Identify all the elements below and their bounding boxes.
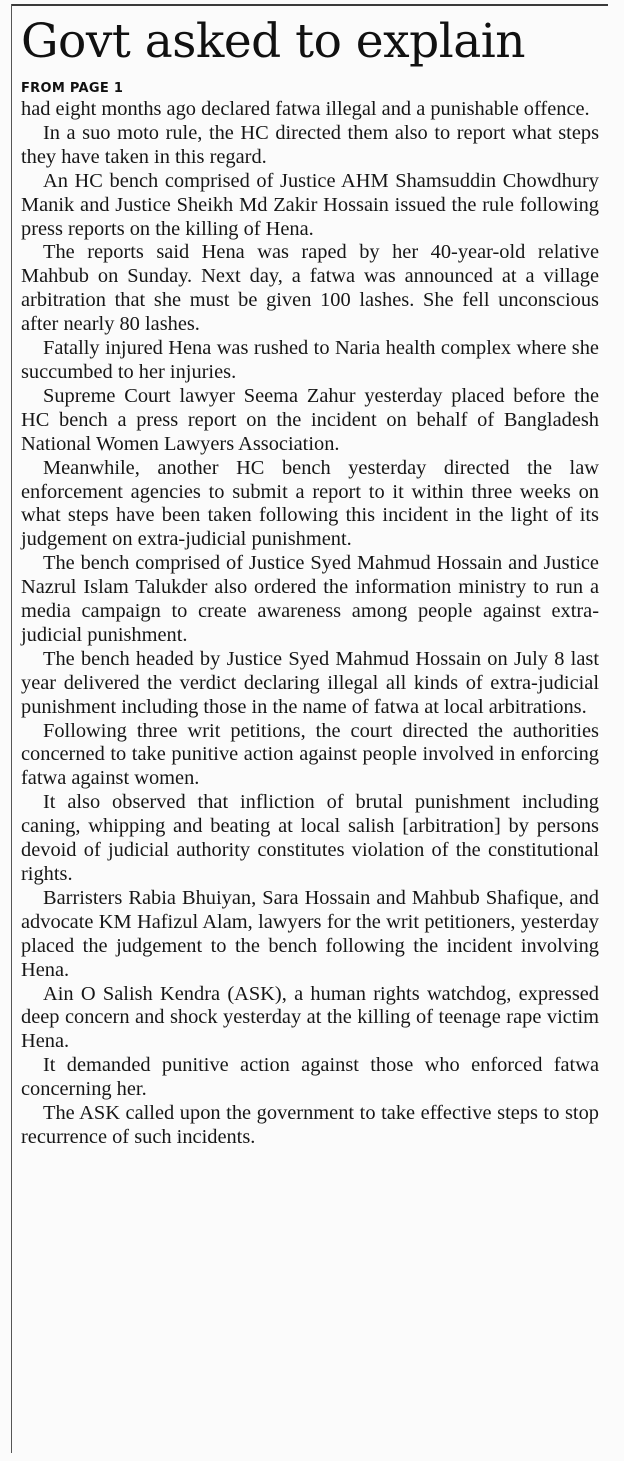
paragraph: Barristers Rabia Bhuiyan, Sara Hossain and Mahbub Shafique, and advocate KM Hafizul Alam, lawyers for the writ petitioners, yesterday placed the judgement to the bench following the incident involving Hena. <box>21 886 599 981</box>
paragraph: It demanded punitive action against those who enforced fatwa concerning her. <box>21 1054 599 1101</box>
paragraph: The reports said Hena was raped by her 40-year-old relative Mahbub on Sunday. Next day, a fatwa was announced at a village arbitration that she must be given 100 lashes. She fell unconscious after nearly 80 lashes. <box>21 241 599 336</box>
paragraph: In a suo moto rule, the HC directed them also to report what steps they have taken in this regard. <box>21 121 599 168</box>
paragraph: It also observed that infliction of brutal punishment including caning, whipping and beating at local salish [arbitration] by persons devoid of judicial authority constitutes violation of the constitutional rights. <box>21 791 599 885</box>
top-rule <box>12 4 608 6</box>
paragraph: Supreme Court lawyer Seema Zahur yesterday placed before the HC bench a press report on the incident on behalf of Bangladesh National Women Lawyers Association. <box>21 384 599 455</box>
paragraph: had eight months ago declared fatwa illegal and a punishable offence. <box>21 98 590 120</box>
article <box>21 10 599 1150</box>
paragraph: Meanwhile, another HC bench yesterday directed the law enforcement agencies to submit a report to it within three weeks on what steps have been taken following this incident in the light of its judgement on extra-judicial punishment. <box>21 456 599 551</box>
paragraph: Following three writ petitions, the court directed the authorities concerned to take punitive action against people involved in enforcing fatwa against women. <box>21 719 599 790</box>
headline: Govt asked to explain <box>21 14 526 69</box>
paragraph: Fatally injured Hena was rushed to Naria health complex where she succumbed to her injuries. <box>21 337 599 383</box>
column-rule <box>11 4 12 1453</box>
article-body <box>21 98 599 1150</box>
paragraph: The bench comprised of Justice Syed Mahmud Hossain and Justice Nazrul Islam Talukder also ordered the information ministry to run a media campaign to create awareness among people against extra-judicial punishment. <box>21 552 599 646</box>
paragraph: The ASK called upon the government to take effective steps to stop recurrence of such incidents. <box>21 1102 599 1148</box>
paragraph: Ain O Salish Kendra (ASK), a human rights watchdog, expressed deep concern and shock yesterday at the killing of teenage rape victim Hena. <box>21 982 599 1053</box>
paragraph: An HC bench comprised of Justice AHM Shamsuddin Chowdhury Manik and Justice Sheikh Md Zakir Hossain issued the rule following press reports on the killing of Hena. <box>21 169 599 240</box>
paragraph: The bench headed by Justice Syed Mahmud Hossain on July 8 last year delivered the verdict declaring illegal all kinds of extra-judicial punishment including those in the name of fatwa at local arbitrations. <box>21 647 599 718</box>
continuation-kicker: FROM PAGE 1 <box>21 81 124 96</box>
